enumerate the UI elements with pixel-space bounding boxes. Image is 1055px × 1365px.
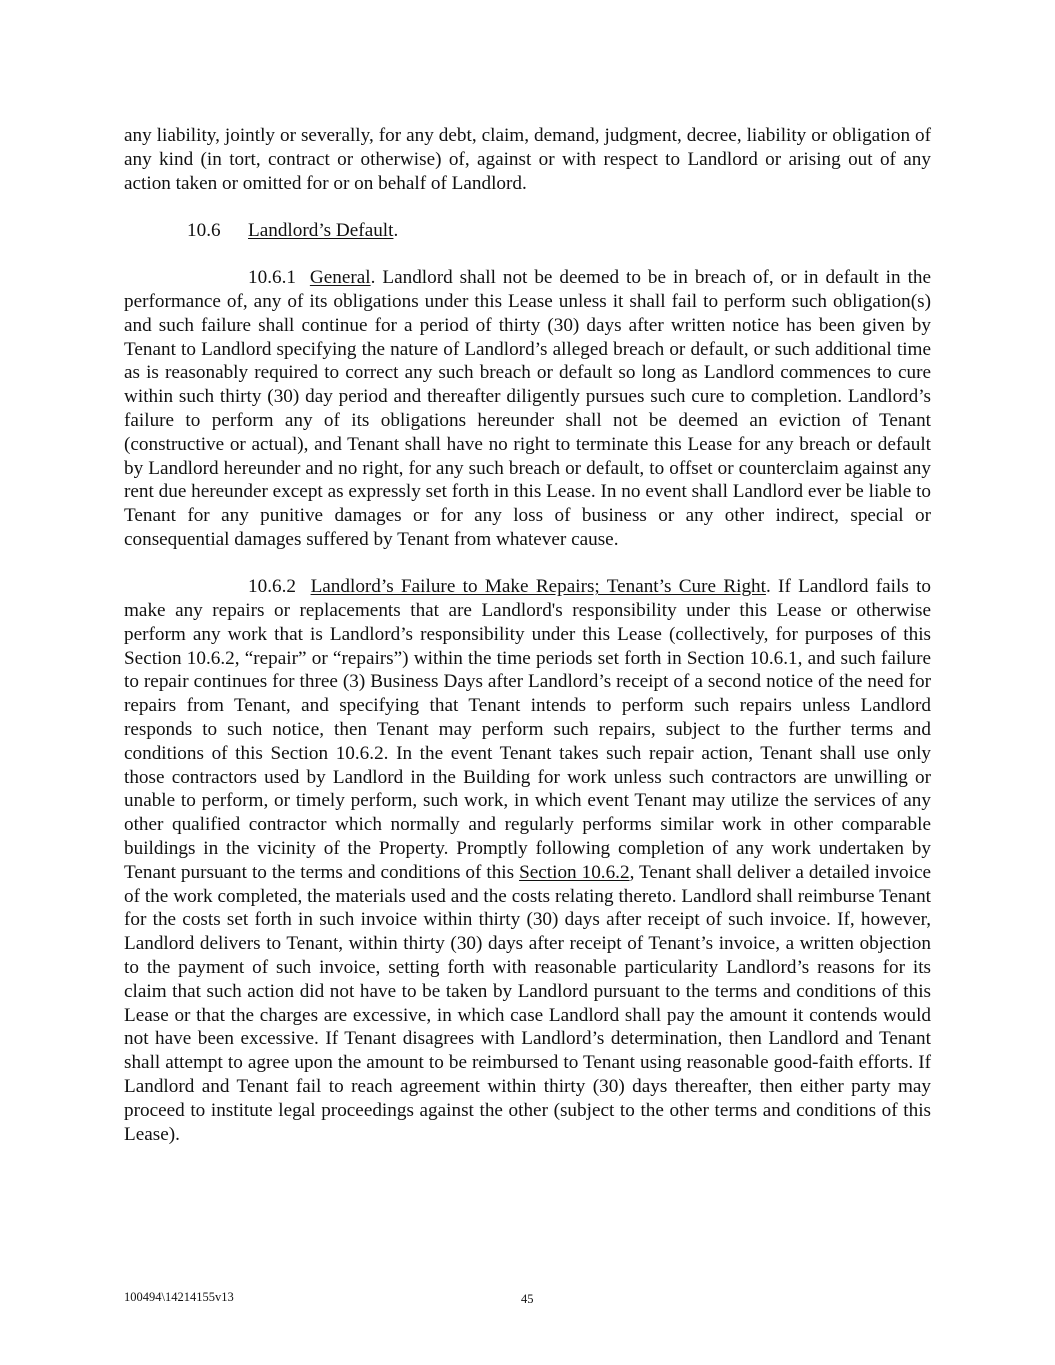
continued-paragraph-text: any liability, jointly or severally, for any debt, claim, demand, judgment, decree, liability or obligation of any kind (in tort, contract or otherwise) of, against or with respect to Landlord or arising out of any action taken or omitted for or on behalf of Landlord.: [124, 125, 931, 194]
section-10-6-trailing: .: [393, 219, 399, 241]
section-10-6-2-paragraph: [124, 575, 931, 1146]
section-10-6-2-number: 10.6.2: [248, 576, 296, 598]
footer-document-id: 100494\14214155v13: [124, 1290, 234, 1304]
footer-page-number: 45: [521, 1292, 534, 1306]
continued-paragraph: [124, 124, 931, 195]
section-10-6-1-paragraph: [124, 266, 931, 552]
section-10-6-2-title: Landlord’s Failure to Make Repairs; Tenant’s Cure Right: [310, 576, 766, 598]
section-10-6-1-title: General: [309, 267, 371, 289]
section-10-6-1-body: . Landlord shall not be deemed to be in breach of, or in default in the performance of, any of its obligations under this Lease unless it shall fail to perform such obligation(s) and such failure shall continue for a period of thirty (30) days after written notice has been given by Tenant to Landlord specifying the nature of Landlord’s alleged breach or default, or such additional time as is reasonably required to correct any such breach or default so long as Landlord commences to cure within such thirty (30) day period and thereafter diligently pursues such cure to completion. Landlord’s failure to perform any of its obligations hereunder shall not be deemed an eviction of Tenant (constructive or actual), and Tenant shall have no right to terminate this Lease for any breach or default by Landlord hereunder and no right, for any such breach or default, to offset or counterclaim against any rent due hereunder except as expressly set forth in this Lease. In no event shall Landlord ever be liable to Tenant for any punitive damages or for any loss of business or any other indirect, special or consequential damages suffered by Tenant from whatever cause.: [124, 267, 932, 550]
document-body: [124, 124, 931, 1170]
section-10-6-2-body-part1: . If Landlord fails to make any repairs or replacements that are Landlord's responsibility under this Lease or otherwise perform any work that is Landlord’s responsibility under this Lease (collectively, for purposes of this Section 10.6.2, “repair” or “repairs”) within the time periods set forth in Section 10.6.1, and such failure to repair continues for three (3) Business Days after Landlord’s receipt of a second notice of the need for repairs from Tenant, and specifying that Tenant intends to perform such repairs unless Landlord responds to such notice, then Tenant may perform such repairs, subject to the further terms and conditions of this Section 10.6.2. In the event Tenant takes such repair action, Tenant shall use only those contractors used by Landlord in the Building for work unless such contractors are unwilling or unable to perform, or timely perform, such work, in which event Tenant may utilize the services of any other qualified contractor which normally and regularly performs similar work in other comparable buildings in the vicinity of the Property. Promptly following completion of any work undertaken by Tenant pursuant to the terms and conditions of this: [124, 576, 932, 883]
section-10-6-1-number: 10.6.1: [248, 267, 296, 289]
section-10-6-title: Landlord’s Default: [248, 219, 394, 241]
section-10-6-2-cross-reference: Section 10.6.2: [519, 861, 630, 883]
section-10-6-2-body-part2: , Tenant shall deliver a detailed invoice of the work completed, the materials used and the costs relating thereto. Landlord shall reimburse Tenant for the costs set forth in such invoice within thirty (30) days after receipt of such invoice. If, however, Landlord delivers to Tenant, within thirty (30) days after receipt of Tenant’s invoice, a written objection to the payment of such invoice, setting forth with reasonable particularity Landlord’s reasons for its claim that such action did not have to be taken by Landlord pursuant to the terms and conditions of this Lease or that the charges are excessive, in which case Landlord shall pay the amount it contends would not have been excessive. If Tenant disagrees with Landlord’s determination, then Landlord and Tenant shall attempt to agree upon the amount to be reimbursed to Tenant using reasonable good-faith efforts. If Landlord and Tenant fail to reach agreement within thirty (30) days thereafter, then either party may proceed to institute legal proceedings against the other (subject to the other terms and conditions of this Lease).: [124, 861, 931, 1145]
section-10-6-number: 10.6: [187, 219, 221, 241]
section-10-6-heading: [124, 219, 931, 243]
